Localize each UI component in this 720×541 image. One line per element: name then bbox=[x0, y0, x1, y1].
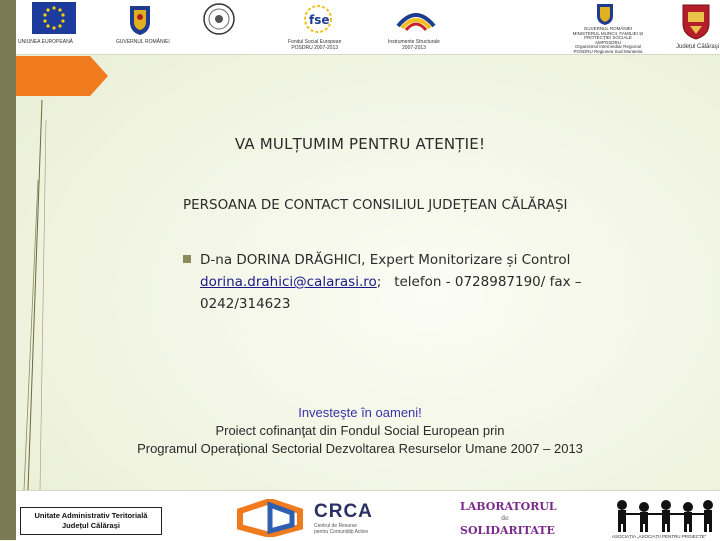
left-accent-bar bbox=[0, 0, 16, 540]
contact-email-line bbox=[200, 271, 643, 293]
contact-name-line: D-na DORINA DRĂGHICI, Expert Monitorizare și Control bbox=[200, 252, 571, 268]
eu-flag-icon bbox=[32, 2, 76, 34]
bullet-square-icon bbox=[183, 255, 191, 263]
contact-fax-number: 0242/314623 bbox=[200, 296, 291, 312]
header-logo-strip bbox=[16, 0, 720, 55]
funding-title: Investeşte în oameni! bbox=[298, 405, 422, 420]
calarasi-crest-icon bbox=[680, 2, 712, 40]
government-caption: GUVERNUL ROMÂNIEI bbox=[116, 39, 170, 45]
ministry-seal-icon bbox=[202, 2, 236, 36]
structural-instruments-caption: Instrumente Structurale 2007-2013 bbox=[388, 39, 440, 51]
footer-logo-strip bbox=[16, 490, 720, 541]
email-separator: ; bbox=[376, 274, 382, 290]
children-silhouettes-icon bbox=[612, 497, 716, 533]
ministry-caption: GUVERNUL ROMÂNIEI MINISTERUL MUNCII, FAMILIEI ȘI PROTECȚIEI SOCIALE AMPOSDRU Organismul Intermediar Regional POSDRU Regiunea Sud-Muntenia bbox=[572, 26, 644, 54]
association-caption: ASOCIAȚIA „ASOCIAȚII PENTRU PROIECTE” bbox=[612, 534, 707, 539]
contact-bullet bbox=[183, 249, 643, 315]
funding-line-1: Proiect cofinanţat din Fondul Social European prin bbox=[215, 423, 505, 438]
fse-caption: Fondul Social European POSDRU 2007-2013 bbox=[288, 39, 342, 51]
calarasi-caption: Județul Călăraşi bbox=[676, 44, 720, 50]
funding-line-2: Programul Operaţional Sectorial Dezvoltarea Resurselor Umane 2007 – 2013 bbox=[137, 441, 583, 456]
romania-coat-of-arms-icon bbox=[126, 2, 154, 36]
laboratorul-logo: LABORATORUL de SOLIDARITATE bbox=[460, 500, 557, 537]
thanks-heading: VA MULȚUMIM PENTRU ATENȚIE! bbox=[234, 135, 486, 153]
contact-phone: telefon - 0728987190/ fax – bbox=[394, 274, 582, 290]
crca-logo-text: CRCA bbox=[314, 501, 373, 522]
ministry-coat-of-arms-icon bbox=[594, 2, 616, 26]
funding-statement bbox=[0, 404, 720, 458]
crca-subtitle: Centrul de Resurse pentru Comunități Active bbox=[314, 523, 369, 535]
uat-logo: Unitate Administrativ Teritorială Județul Călărași bbox=[20, 507, 162, 535]
eu-caption: UNIUNEA EUROPEANĂ bbox=[18, 39, 74, 45]
structural-instruments-icon bbox=[394, 2, 438, 36]
crca-hexagon-icon bbox=[234, 499, 306, 537]
fse-logo-icon bbox=[298, 2, 338, 36]
contact-title: PERSOANA DE CONTACT CONSILIUL JUDEȚEAN CĂLĂRAȘI bbox=[183, 197, 568, 213]
contact-details bbox=[183, 249, 643, 315]
contact-email-link[interactable]: dorina.drahici@calarasi.ro bbox=[200, 274, 377, 290]
svg-text:fse: fse bbox=[309, 13, 330, 27]
